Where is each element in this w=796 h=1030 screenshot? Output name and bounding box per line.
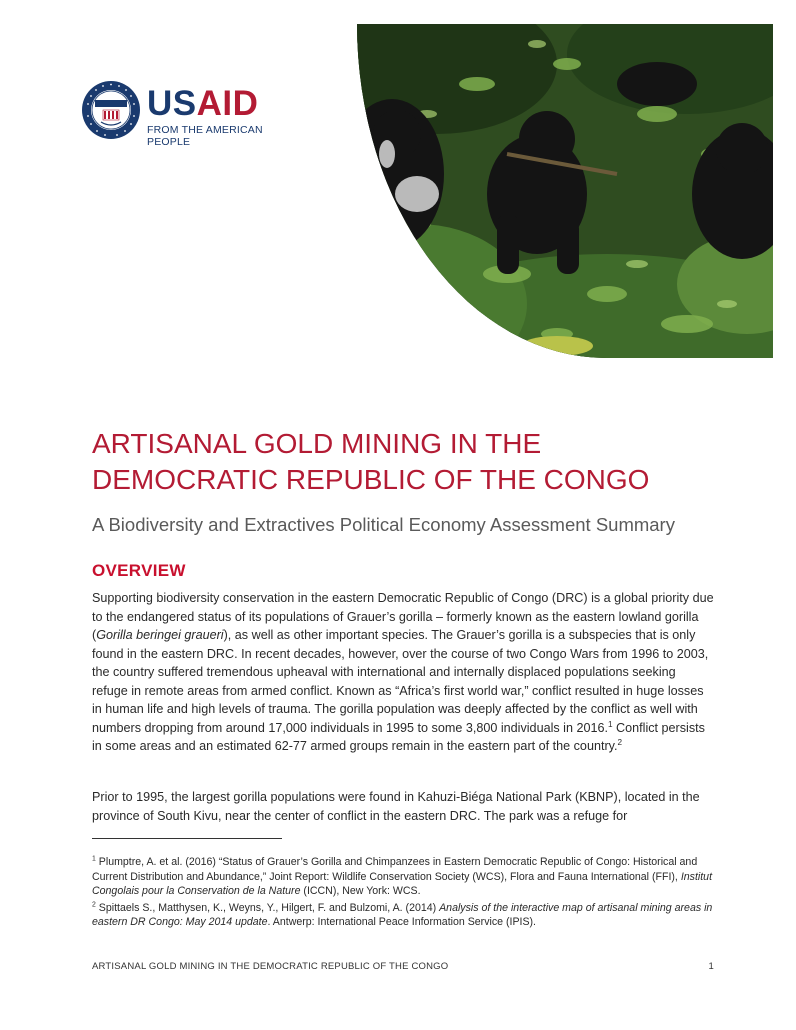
gorilla-photo xyxy=(357,24,773,358)
footnote-1-number: 1 xyxy=(92,855,96,863)
document-title xyxy=(92,426,732,498)
usaid-brand xyxy=(147,86,301,148)
footnote-1 xyxy=(92,855,714,899)
footnotes xyxy=(92,855,714,932)
footnote-2-number: 2 xyxy=(92,901,96,909)
footnote-1-text-b: (ICCN), New York: WCS. xyxy=(300,885,421,898)
document-subtitle: A Biodiversity and Extractives Political Economy Assessment Summary xyxy=(92,514,675,535)
usaid-wordmark xyxy=(147,86,301,122)
footnote-2-italic: Analysis of the interactive map of artisanal mining areas in eastern DR Congo: May 2014 update xyxy=(92,901,713,929)
footnote-2-text-a: Spittaels S., Matthysen, K., Weyns, Y., Hilgert, F. and Bulzomi, A. (2014) xyxy=(95,901,440,914)
footnote-ref-2[interactable]: 2 xyxy=(617,737,623,747)
footnote-2-text-b: . Antwerp: International Peace Information Service (IPIS). xyxy=(267,916,537,929)
gorilla-photo-image xyxy=(357,24,773,358)
page-number: 1 xyxy=(708,961,714,972)
overview-paragraph-2: Prior to 1995, the largest gorilla populations were found in Kahuzi-Biéga National Park (KBNP), located in the province of South Kivu, near the center of conflict in the eastern DRC. The park was a refuge for xyxy=(92,790,700,823)
footnote-1-italic: Institut Congolais pour la Conservation de la Nature xyxy=(92,870,713,898)
title-line-2: DEMOCRATIC REPUBLIC OF THE CONGO xyxy=(92,464,650,495)
wordmark-aid: AID xyxy=(196,84,259,123)
p1-text-a: Supporting biodiversity conservation in the eastern Democratic Republic of Congo (DRC) is a global priority due to the endangered status of its populations of Grauer’s gorilla – formerly known as the eastern lowland gorilla ( xyxy=(92,591,714,642)
p1-text-b: ), as well as other important species. The Grauer’s gorilla is a subspecies that is only found in the eastern DRC. In recent decades, however, over the course of two Congo Wars from 1996 to 2003, the country suffered tremendous upheaval with international and internally displaced populations seeking refuge in remote areas from armed conflict. Known as “Africa’s first world war,” conflict resulted in huge losses in human life and high levels of trauma. The gorilla population was deeply affected by the conflict as well with numbers dropping from around 17,000 individuals in 1995 to some 3,800 individuals in 2016. xyxy=(92,628,709,735)
page-footer xyxy=(92,961,714,972)
wordmark-us: US xyxy=(147,84,197,123)
usaid-tagline: FROM THE AMERICAN PEOPLE xyxy=(147,124,263,148)
footnote-ref-1[interactable]: 1 xyxy=(607,719,613,729)
usaid-logo xyxy=(81,80,301,148)
footnote-2 xyxy=(92,901,714,930)
overview-heading: OVERVIEW xyxy=(92,561,186,580)
footnote-1-text-a: Plumptre, A. et al. (2016) “Status of Grauer’s Gorilla and Chimpanzees in Eastern Democratic Republic of Congo: Historical and Current Distribution and Abundance,” Joint Report: Wildlife Conservation Society (WCS), Flora and Fauna International (FFI), xyxy=(92,856,698,883)
p1-text-c: Conflict persists in some areas and an estimated 62-77 armed groups remain in the eastern part of the country. xyxy=(92,720,705,753)
footer-running-title: ARTISANAL GOLD MINING IN THE DEMOCRATIC REPUBLIC OF THE CONGO xyxy=(92,961,449,972)
footnote-divider xyxy=(92,838,282,839)
overview-paragraph-1 xyxy=(92,589,714,756)
species-name: Gorilla beringei graueri xyxy=(96,628,224,642)
usaid-seal-icon xyxy=(81,80,141,140)
title-line-1: ARTISANAL GOLD MINING IN THE xyxy=(92,428,542,459)
